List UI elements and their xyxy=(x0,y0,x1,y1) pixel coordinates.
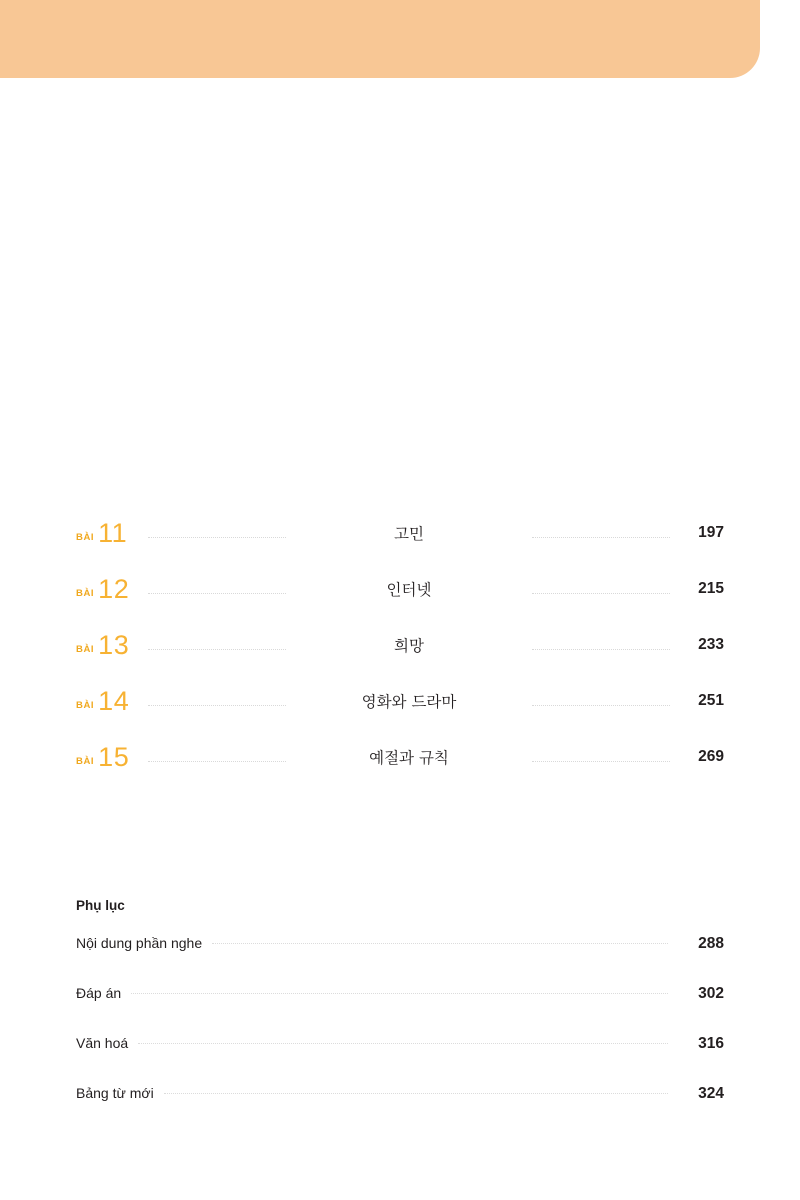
lesson-page-number: 269 xyxy=(698,748,724,765)
dot-leader xyxy=(148,704,286,706)
list-item[interactable] xyxy=(76,673,724,729)
appendix-item-label: Đáp án xyxy=(76,985,122,1001)
lesson-page-number: 251 xyxy=(698,692,724,709)
lesson-number: 12 xyxy=(98,573,130,604)
lesson-title: 희망 xyxy=(394,637,424,655)
dot-leader xyxy=(532,592,670,594)
lesson-word: BÀI xyxy=(76,643,95,655)
lesson-word: BÀI xyxy=(76,755,95,767)
appendix-heading: Phụ lục xyxy=(76,898,125,913)
dot-leader xyxy=(532,536,670,538)
lesson-label xyxy=(76,685,140,716)
dot-leader xyxy=(148,648,286,650)
lesson-word: BÀI xyxy=(76,531,95,543)
dot-leader xyxy=(131,992,668,994)
appendix-section xyxy=(76,898,724,1135)
dot-leader xyxy=(148,536,286,538)
list-item[interactable] xyxy=(76,505,724,561)
dot-leader xyxy=(532,760,670,762)
appendix-page-number: 324 xyxy=(698,1085,724,1102)
appendix-page-number: 302 xyxy=(698,985,724,1002)
list-item[interactable] xyxy=(76,985,724,1035)
lesson-page-number: 215 xyxy=(698,580,724,597)
dot-leader xyxy=(148,760,286,762)
lesson-label xyxy=(76,741,140,772)
appendix-item-label: Nội dung phần nghe xyxy=(76,935,203,951)
dot-leader xyxy=(532,704,670,706)
list-item[interactable] xyxy=(76,561,724,617)
appendix-page-number: 316 xyxy=(698,1035,724,1052)
lesson-page-number: 197 xyxy=(698,524,724,541)
dot-leader xyxy=(532,648,670,650)
lesson-title: 예절과 규칙 xyxy=(369,749,449,767)
dot-leader xyxy=(212,942,668,944)
lesson-label xyxy=(76,517,140,548)
dot-leader xyxy=(164,1092,668,1094)
lesson-label xyxy=(76,629,140,660)
lesson-title: 고민 xyxy=(394,525,424,543)
list-item[interactable] xyxy=(76,1085,724,1135)
appendix-item-label: Bảng từ mới xyxy=(76,1085,154,1101)
lesson-page-number: 233 xyxy=(698,636,724,653)
lesson-label xyxy=(76,573,140,604)
list-item[interactable] xyxy=(76,729,724,785)
lesson-number: 11 xyxy=(98,517,128,548)
lesson-title: 영화와 드라마 xyxy=(361,693,457,711)
lesson-number: 14 xyxy=(98,685,130,716)
list-item[interactable] xyxy=(76,1035,724,1085)
lesson-number: 13 xyxy=(98,629,130,660)
appendix-page-number: 288 xyxy=(698,935,724,952)
appendix-item-label: Văn hoá xyxy=(76,1035,129,1051)
lesson-title: 인터넷 xyxy=(386,581,432,599)
lesson-number: 15 xyxy=(98,741,130,772)
dot-leader xyxy=(148,592,286,594)
list-item[interactable] xyxy=(76,935,724,985)
dot-leader xyxy=(138,1042,668,1044)
decorative-top-band xyxy=(0,0,760,78)
list-item[interactable] xyxy=(76,617,724,673)
lesson-word: BÀI xyxy=(76,699,95,711)
lesson-list xyxy=(76,505,724,785)
lesson-word: BÀI xyxy=(76,587,95,599)
